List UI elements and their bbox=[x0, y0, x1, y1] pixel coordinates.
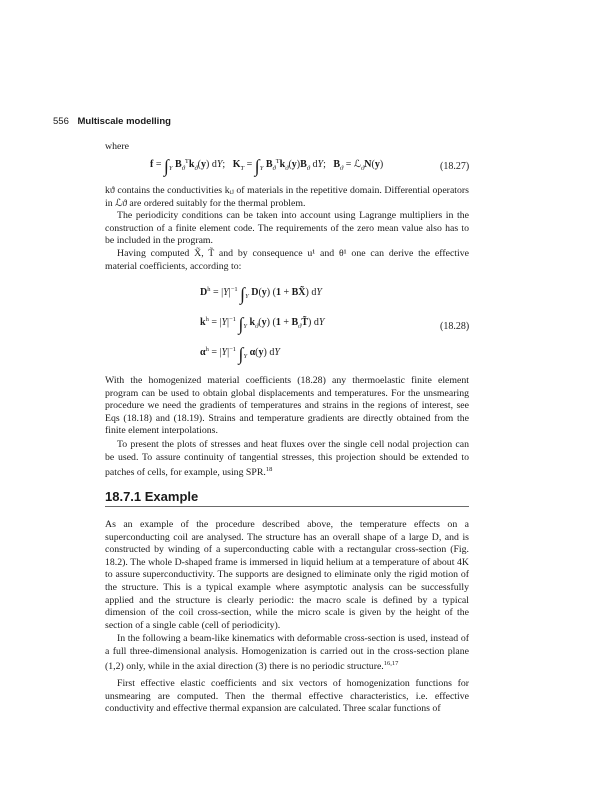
paragraph-periodicity: The periodicity conditions can be taken into account using Lagrange multipliers in the construction of a finite element code. The requirements of the zero mean value also has to be included in the program. bbox=[105, 210, 469, 247]
equation-number-18-27: (18.27) bbox=[440, 161, 470, 172]
equation-18-28-d: $D^h = |Y|^{-1}$ $\int_Y$ D(y) (1 + BX̃) dY bbox=[200, 284, 322, 304]
paragraph-k: kϑ contains the conductivities kᵢⱼ of materials in the repetitive domain. Differential operators in ℒϑ are ordered suitably for the thermal problem. bbox=[105, 185, 469, 209]
paragraph-first: First effective elastic coefficients and six vectors of homogenization functions for unsmearing are computed. Then the thermal effective characteristics, i.e. effective conductivity and effective thermal expansion are calculated. Three scalar functions of bbox=[105, 678, 469, 715]
paragraph-present-text: To present the plots of stresses and heat fluxes over the single cell nodal projection can be used. To assure continuity of tangential stresses, this projection should be extended to patches of cells, for example, using SPR. bbox=[105, 439, 469, 479]
paragraph-present-ref: 18 bbox=[265, 466, 273, 474]
paragraph-homogenized: With the homogenized material coefficients (18.28) any thermoelastic finite element program can be used to obtain global displacements and temperatures. For the unsmearing procedure we need the gradients of temperatures and strains in the regions of interest, see Eqs (18.18) and (18.19). Strains and temperature gradients are directly obtained from the finite element interpolations. bbox=[105, 375, 469, 437]
paragraph-following bbox=[105, 633, 469, 674]
section-rule bbox=[105, 506, 469, 507]
equation-18-28-k: $k^h = |Y|^{-1}$ $\int_Y$ $k_ϑ(y) (1$ + $B_ϑT̃$) dY bbox=[200, 314, 325, 334]
running-title: Multiscale modelling bbox=[77, 116, 171, 127]
running-header bbox=[53, 116, 171, 127]
page-number: 556 bbox=[53, 116, 69, 127]
paragraph-present bbox=[105, 439, 469, 480]
equation-18-27: $f = \int_Y$ $B_ϑ^Tk_ϑ(y)$ dY; $K_T = \int_Y$ $B_ϑ^Tk_ϑ(y)B_ϑ$ dY; $B_ϑ$ = ℒ$_ϑ$N(y) bbox=[150, 156, 384, 176]
section-heading: 18.7.1 Example bbox=[105, 489, 199, 504]
equation-number-18-28: (18.28) bbox=[440, 321, 470, 332]
equation-18-28-alpha: $\alpha^h = |Y|^{-1}$ $\int_Y$ α(y) dY bbox=[200, 344, 280, 364]
paragraph-following-text: In the following a beam-like kinematics with deformable cross-section is used, instead of a full three-dimensional analysis. Homogenization is carried out in the cross-section plane (1,2) only, while in the axial direction (3) there is no periodic structure. bbox=[105, 633, 469, 673]
paragraph-following-ref: 16,17 bbox=[383, 660, 399, 668]
paragraph-having-computed: Having computed X̃, T̃ and by consequence u¹ and θ¹ one can derive the effective material coefficients, according to: bbox=[105, 248, 469, 272]
where-text: where bbox=[105, 141, 129, 152]
paragraph-example: As an example of the procedure described above, the temperature effects on a superconducting coil are analysed. The structure has an overall shape of a large D, and is constructed by winding of a superconducting cable with a rectangular cross-section (Fig. 18.2). The whole D-shaped frame is immersed in liquid helium at a temperature of about 4K to assure superconductivity. The supports are designed to eliminate only the rigid motion of the structure. This is a typical example where asymptotic analysis can be successfully applied and the structure is clearly periodic: the macro scale is defined by a typical dimension of the coil cross-section, while the micro scale is given by the height of the section of a single cable (cell of periodicity). bbox=[105, 519, 469, 631]
